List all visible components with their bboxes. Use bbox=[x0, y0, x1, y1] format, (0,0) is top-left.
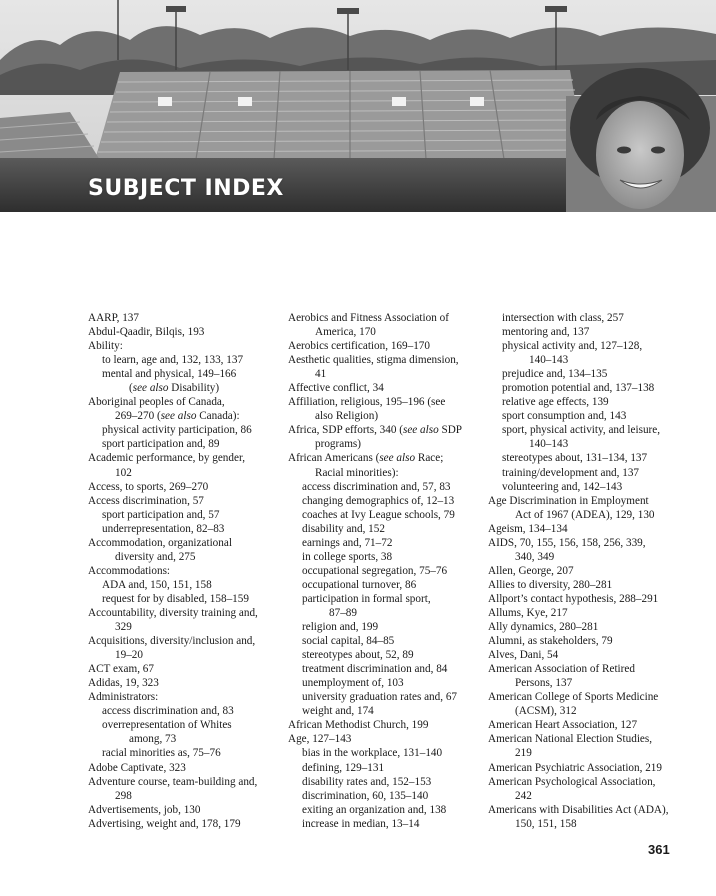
index-subentry bbox=[288, 564, 488, 578]
index-entry-line: Ally dynamics, 280–281 bbox=[488, 621, 599, 634]
index-entry-line: racial minorities as, 75–76 bbox=[102, 747, 221, 760]
index-subentry bbox=[488, 381, 688, 395]
index-entry bbox=[88, 676, 288, 690]
index-entry bbox=[88, 761, 288, 775]
index-entry bbox=[288, 395, 488, 423]
index-entry bbox=[88, 803, 288, 817]
index-entry bbox=[88, 480, 288, 494]
index-subentry bbox=[288, 550, 488, 564]
index-entry-line: Adobe Captivate, 323 bbox=[88, 761, 186, 774]
index-entry-line: programs) bbox=[315, 438, 361, 451]
index-entry bbox=[488, 536, 688, 564]
index-entry-line: treatment discrimination and, 84 bbox=[302, 663, 448, 676]
index-entry-line: 87–89 bbox=[329, 606, 357, 619]
index-entry bbox=[488, 690, 688, 718]
index-entry-line: earnings and, 71–72 bbox=[302, 536, 393, 549]
index-entry-line: Ageism, 134–134 bbox=[488, 522, 568, 535]
index-entry-line: 329 bbox=[115, 621, 132, 634]
index-subentry bbox=[288, 761, 488, 775]
index-entry bbox=[88, 634, 288, 662]
index-entry-line: discrimination, 60, 135–140 bbox=[302, 789, 429, 802]
index-entry-line: AARP, 137 bbox=[88, 312, 139, 324]
index-entry-line: religion and, 199 bbox=[302, 621, 379, 634]
index-entry bbox=[88, 817, 288, 831]
index-entry bbox=[88, 395, 288, 423]
index-subentry bbox=[88, 437, 288, 451]
index-entry-line: Americans with Disabilities Act (ADA), bbox=[488, 803, 669, 816]
index-subentry bbox=[488, 409, 688, 423]
index-subentry bbox=[288, 789, 488, 803]
index-subentry bbox=[288, 704, 488, 718]
index-subentry bbox=[288, 746, 488, 760]
index-entry-line: Alumni, as stakeholders, 79 bbox=[488, 635, 613, 648]
index-entry-line: coaches at Ivy League schools, 79 bbox=[302, 508, 455, 521]
index-entry-line: Affective conflict, 34 bbox=[288, 382, 384, 395]
index-subentry bbox=[288, 480, 488, 494]
index-subentry bbox=[88, 508, 288, 522]
index-entry-line: among, 73 bbox=[129, 733, 177, 746]
index-subentry bbox=[288, 508, 488, 522]
index-subentry bbox=[288, 817, 488, 831]
index-entry-line: 242 bbox=[515, 789, 532, 802]
index-subentry bbox=[288, 592, 488, 620]
index-entry-line: disability and, 152 bbox=[302, 522, 385, 535]
index-subentry bbox=[88, 367, 288, 395]
index-entry-line: occupational segregation, 75–76 bbox=[302, 564, 448, 577]
index-subentry bbox=[288, 803, 488, 817]
index-entry bbox=[288, 423, 488, 451]
index-entry-line: request for by disabled, 158–159 bbox=[102, 592, 249, 605]
index-entry-line: 219 bbox=[515, 747, 532, 760]
index-entry-line: increase in median, 13–14 bbox=[302, 817, 420, 830]
index-entry bbox=[288, 381, 488, 395]
index-entry bbox=[288, 339, 488, 353]
index-entry-line: overrepresentation of Whites bbox=[102, 719, 232, 732]
index-entry bbox=[88, 451, 288, 479]
index-entry-line: unemployment of, 103 bbox=[302, 677, 404, 690]
index-entry-line: Affiliation, religious, 195–196 (see bbox=[288, 396, 446, 409]
index-entry-line: American Psychological Association, bbox=[488, 775, 656, 788]
index-entry-line: Abdul-Qaadir, Bilqis, 193 bbox=[88, 326, 205, 339]
page-number: 361 bbox=[648, 842, 670, 857]
index-entry-line: Age, 127–143 bbox=[288, 733, 352, 746]
index-entry-line: sport consumption and, 143 bbox=[502, 410, 627, 423]
index-entry bbox=[488, 620, 688, 634]
index-entry-line: Accountability, diversity training and, bbox=[88, 606, 258, 619]
index-subentry bbox=[288, 578, 488, 592]
index-entry bbox=[88, 325, 288, 339]
index-entry bbox=[288, 311, 488, 339]
index-entry bbox=[488, 606, 688, 620]
index-entry-line: 140–143 bbox=[529, 354, 569, 367]
index-entry bbox=[488, 592, 688, 606]
index-entry-line: America, 170 bbox=[315, 326, 376, 339]
index-entry-line: Adventure course, team-building and, bbox=[88, 775, 258, 788]
index-entry-line: Act of 1967 (ADEA), 129, 130 bbox=[515, 508, 655, 521]
index-entry-line: Persons, 137 bbox=[515, 677, 573, 690]
index-subentry bbox=[288, 648, 488, 662]
index-entry-line: training/development and, 137 bbox=[502, 466, 640, 479]
index-entry bbox=[88, 536, 288, 564]
index-entry-line: access discrimination and, 57, 83 bbox=[302, 480, 451, 493]
index-entry-line: stereotypes about, 131–134, 137 bbox=[502, 452, 648, 465]
index-entry-line: Allport’s contact hypothesis, 288–291 bbox=[488, 592, 659, 605]
index-subentry bbox=[288, 494, 488, 508]
index-subentry bbox=[488, 325, 688, 339]
index-entry-line: diversity and, 275 bbox=[115, 550, 196, 563]
index-entry-line: American Psychiatric Association, 219 bbox=[488, 761, 662, 774]
index-entry-line: social capital, 84–85 bbox=[302, 635, 395, 648]
index-entry-line: American Association of Retired bbox=[488, 663, 635, 676]
index-entry bbox=[488, 578, 688, 592]
index-entry bbox=[88, 775, 288, 803]
index-entry-line: ADA and, 150, 151, 158 bbox=[102, 578, 212, 591]
index-entry-line: underrepresentation, 82–83 bbox=[102, 522, 225, 535]
index-subentry bbox=[88, 718, 288, 746]
index-entry-line: to learn, age and, 132, 133, 137 bbox=[102, 354, 244, 367]
index-entry bbox=[288, 353, 488, 381]
index-entry-line: Ability: bbox=[88, 340, 123, 353]
index-entry-line: relative age effects, 139 bbox=[502, 396, 609, 409]
index-entry-line: mentoring and, 137 bbox=[502, 326, 590, 339]
index-entry-line: Allen, George, 207 bbox=[488, 564, 574, 577]
index-entry-line: access discrimination and, 83 bbox=[102, 705, 234, 718]
index-entry-line: Accommodation, organizational bbox=[88, 536, 232, 549]
index-entry-line: Aerobics certification, 169–170 bbox=[288, 340, 430, 353]
index-entry bbox=[88, 690, 288, 704]
index-entry-line: (see also Disability) bbox=[129, 382, 220, 395]
index-entry-line: also Religion) bbox=[315, 410, 379, 423]
index-entry-line: Access, to sports, 269–270 bbox=[88, 480, 209, 493]
index-subentry bbox=[488, 423, 688, 451]
index-entry bbox=[488, 564, 688, 578]
index-entry-line: 269–270 (see also Canada): bbox=[115, 410, 240, 423]
index-entry-line: Aboriginal peoples of Canada, bbox=[88, 396, 225, 409]
index-entry bbox=[88, 606, 288, 634]
index-entry-line: defining, 129–131 bbox=[302, 761, 385, 774]
index-entry-line: 102 bbox=[115, 466, 132, 479]
index-entry-line: African Methodist Church, 199 bbox=[288, 719, 429, 732]
index-entry-line: Advertisements, job, 130 bbox=[88, 803, 201, 816]
index-subentry bbox=[88, 746, 288, 760]
index-entry-line: Accommodations: bbox=[88, 564, 171, 577]
index-entry bbox=[288, 718, 488, 732]
index-entry-line: stereotypes about, 52, 89 bbox=[302, 649, 414, 662]
index-entry bbox=[88, 662, 288, 676]
index-entry bbox=[88, 564, 288, 578]
index-entry-line: 41 bbox=[315, 368, 327, 381]
index-subentry bbox=[288, 634, 488, 648]
index-column-2 bbox=[288, 311, 488, 831]
index-entry bbox=[288, 732, 488, 746]
index-subentry bbox=[488, 480, 688, 494]
index-entry-line: Aesthetic qualities, stigma dimension, bbox=[288, 354, 459, 367]
index-entry-line: occupational turnover, 86 bbox=[302, 578, 417, 591]
index-subentry bbox=[288, 620, 488, 634]
index-subentry bbox=[488, 367, 688, 381]
index-entry bbox=[488, 662, 688, 690]
page-title: SUBJECT INDEX bbox=[88, 176, 284, 201]
index-entry-line: American National Election Studies, bbox=[488, 733, 653, 746]
index-entry-line: Allums, Kye, 217 bbox=[488, 606, 568, 619]
index-entry-line: 150, 151, 158 bbox=[515, 817, 577, 830]
index-entry-line: bias in the workplace, 131–140 bbox=[302, 747, 443, 760]
index-entry bbox=[488, 522, 688, 536]
index-entry-line: promotion potential and, 137–138 bbox=[502, 382, 655, 395]
index-entry bbox=[488, 634, 688, 648]
index-entry bbox=[488, 494, 688, 522]
index-entry-line: American College of Sports Medicine bbox=[488, 691, 659, 704]
index-subentry bbox=[488, 395, 688, 409]
index-entry-line: sport participation and, 57 bbox=[102, 508, 220, 521]
index-entry-line: participation in formal sport, bbox=[302, 592, 431, 605]
index-entry-line: mental and physical, 149–166 bbox=[102, 368, 237, 381]
index-column-1 bbox=[88, 311, 288, 831]
index-entry-line: African Americans (see also Race; bbox=[288, 452, 444, 465]
index-subentry bbox=[88, 353, 288, 367]
index-entry-line: weight and, 174 bbox=[302, 705, 374, 718]
index-entry-line: Access discrimination, 57 bbox=[88, 494, 204, 507]
index-subentry bbox=[488, 451, 688, 465]
index-entry bbox=[488, 761, 688, 775]
index-entry-line: volunteering and, 142–143 bbox=[502, 480, 623, 493]
index-entry-line: in college sports, 38 bbox=[302, 550, 393, 563]
index-subentry bbox=[288, 662, 488, 676]
index-entry-line: Aerobics and Fitness Association of bbox=[288, 312, 449, 324]
index-entry bbox=[88, 339, 288, 353]
index-entry bbox=[88, 311, 288, 325]
index-entry-line: 140–143 bbox=[529, 438, 569, 451]
index-subentry bbox=[288, 536, 488, 550]
index-entry-line: Administrators: bbox=[88, 691, 159, 704]
index-entry-line: Alves, Dani, 54 bbox=[488, 649, 559, 662]
index-entry bbox=[488, 732, 688, 760]
index-entry-line: prejudice and, 134–135 bbox=[502, 368, 608, 381]
index-entry-line: intersection with class, 257 bbox=[502, 312, 624, 324]
index-entry bbox=[488, 718, 688, 732]
index-subentry bbox=[88, 578, 288, 592]
index-entry-line: 19–20 bbox=[115, 649, 143, 662]
index-entry bbox=[88, 494, 288, 508]
index-entry-line: changing demographics of, 12–13 bbox=[302, 494, 455, 507]
index-subentry bbox=[488, 466, 688, 480]
index-entry-line: (ACSM), 312 bbox=[515, 705, 577, 718]
index-entry-line: American Heart Association, 127 bbox=[488, 719, 638, 732]
index-entry bbox=[288, 451, 488, 479]
index-entry-line: sport, physical activity, and leisure, bbox=[502, 424, 661, 437]
index-entry-line: ACT exam, 67 bbox=[88, 663, 154, 676]
index-subentry bbox=[88, 522, 288, 536]
index-entry-line: Advertising, weight and, 178, 179 bbox=[88, 817, 241, 830]
index-entry bbox=[488, 648, 688, 662]
index-entry-line: physical activity participation, 86 bbox=[102, 424, 252, 437]
index-entry-line: Adidas, 19, 323 bbox=[88, 677, 159, 690]
index-subentry bbox=[288, 676, 488, 690]
index-entry-line: Acquisitions, diversity/inclusion and, bbox=[88, 635, 256, 648]
index-subentry bbox=[88, 423, 288, 437]
index-entry-line: physical activity and, 127–128, bbox=[502, 340, 643, 353]
index-entry bbox=[488, 775, 688, 803]
index-subentry bbox=[488, 339, 688, 367]
index-entry-line: university graduation rates and, 67 bbox=[302, 691, 458, 704]
index-entry-line: exiting an organization and, 138 bbox=[302, 803, 447, 816]
index-subentry bbox=[88, 704, 288, 718]
index-entry-line: 298 bbox=[115, 789, 132, 802]
index-subentry bbox=[88, 592, 288, 606]
index-entry-line: sport participation and, 89 bbox=[102, 438, 220, 451]
index-subentry bbox=[288, 690, 488, 704]
index-entry-line: AIDS, 70, 155, 156, 158, 256, 339, bbox=[488, 536, 646, 549]
index-subentry bbox=[288, 522, 488, 536]
index-entry-line: Age Discrimination in Employment bbox=[488, 494, 649, 507]
index-entry-line: Racial minorities): bbox=[315, 466, 399, 479]
index-column-3 bbox=[488, 311, 688, 831]
index-entry-line: 340, 349 bbox=[515, 550, 555, 563]
header-banner-photo bbox=[0, 0, 716, 212]
index-subentry bbox=[288, 775, 488, 789]
index-entry-line: disability rates and, 152–153 bbox=[302, 775, 432, 788]
index-entry-line: Academic performance, by gender, bbox=[88, 452, 246, 465]
index-entry-line: Africa, SDP efforts, 340 (see also SDP bbox=[288, 424, 463, 437]
index-entry bbox=[488, 803, 688, 831]
index-entry-line: Allies to diversity, 280–281 bbox=[488, 578, 613, 591]
index-subentry bbox=[488, 311, 688, 325]
